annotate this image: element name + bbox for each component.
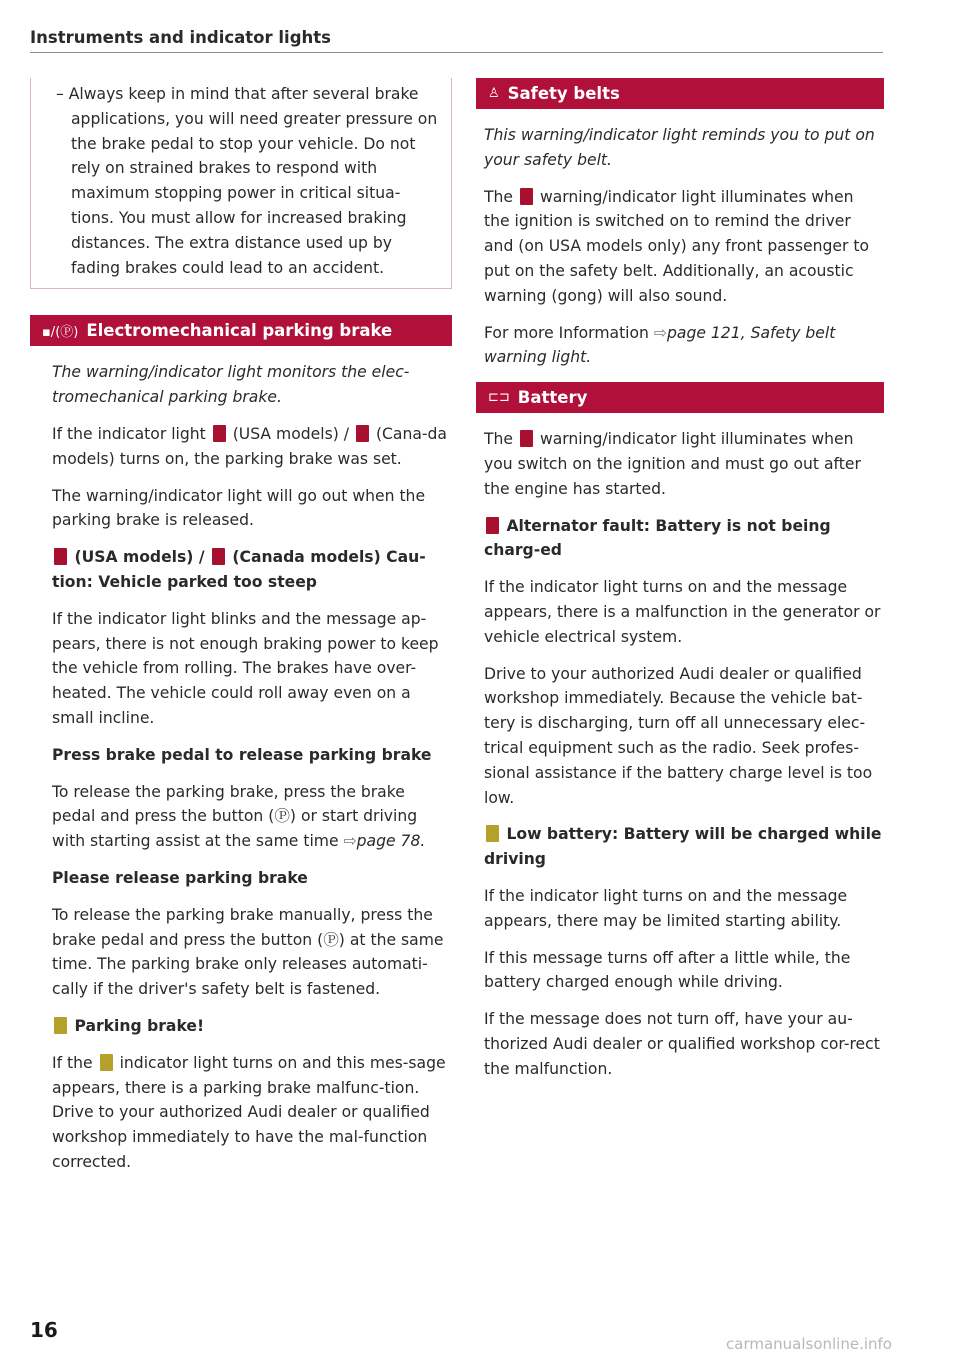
text-run: Low battery: Battery will be charged while driving (484, 825, 882, 869)
section-title-text: Battery (517, 388, 588, 408)
text-run: (USA models) / (232, 424, 349, 443)
paragraph: Drive to your authorized Audi dealer or qualified workshop immediately. Because the vehicle bat-tery is discharging, turn off all unnecessary elec-trical equipment such as the radio. Seek profes-sional assistance if the battery charge level is too low. (484, 664, 873, 807)
section-title-battery (476, 382, 884, 413)
subheading (52, 1014, 452, 1039)
parking-brake-icon: ▪/(Ⓟ) (42, 325, 79, 341)
page-number: 16 (30, 1318, 58, 1342)
text-run: (Cana-da models) turns on, the parking brake was set. (52, 424, 447, 468)
text-run: warning/indicator light illuminates when the ignition is switched on to remind the driver and (on USA models only) any front passenger to put on the safety belt. Additionally, an acoustic warning (gong) will also sound. (484, 187, 870, 305)
subheading: Please release parking brake (52, 868, 308, 887)
paragraph (484, 427, 884, 501)
right-column (484, 78, 884, 1094)
section-intro: This warning/indicator light reminds you to put on your safety belt. (484, 126, 875, 169)
seatbelt-warning-icon (520, 188, 533, 205)
subheading: Press brake pedal to release parking brake (52, 745, 432, 764)
text-run: If the indicator light (52, 424, 206, 443)
text-run: indicator light turns on and this mes-sage appears, there is a parking brake malfunc-tion. Drive to your authorized Audi dealer or qualified workshop immediately to have the mal-function corrected. (52, 1053, 446, 1171)
park-brake-canada-icon (356, 425, 369, 442)
subheading (484, 514, 884, 564)
park-brake-usa-icon (213, 425, 226, 442)
section-title-text: Electromechanical parking brake (86, 321, 393, 341)
text-run: The (484, 430, 514, 449)
page-header: Instruments and indicator lights (30, 28, 331, 47)
xref-text: page 78. (356, 832, 426, 851)
paragraph: If the indicator light blinks and the message ap-pears, there is not enough braking power to keep the vehicle from rolling. The brakes have over-heated. The vehicle could roll away even on a small incline. (52, 609, 439, 727)
park-brake-canada-icon (212, 548, 225, 565)
text-run: warning/indicator light illuminates when you switch on the ignition and must go out after the engine has started. (484, 430, 861, 498)
subheading (484, 822, 884, 872)
xref-text: page 121, Safety belt warning light. (484, 323, 836, 367)
paragraph: If the indicator light turns on and the message appears, there may be limited starting ability. (484, 886, 848, 930)
arrow-icon: ⇨ (653, 323, 667, 342)
warning-box (30, 78, 452, 289)
text-run: The (484, 187, 514, 206)
paragraph (52, 1051, 452, 1175)
paragraph (484, 321, 884, 371)
park-brake-fault-icon (54, 1017, 67, 1034)
paragraph (52, 422, 452, 472)
text-run: Alternator fault: Battery is not being charg-ed (484, 516, 831, 560)
section-title-parking-brake (30, 315, 452, 346)
battery-warning-icon (520, 430, 533, 447)
text-run: (Canada models) Cau-tion: Vehicle parked too steep (52, 548, 426, 591)
paragraph: If the message does not turn off, have your au-thorized Audi dealer or qualified workshop cor-rect the malfunction. (484, 1010, 880, 1078)
battery-icon: ⊏⊐ (488, 390, 510, 406)
paragraph: If the indicator light turns on and the message appears, there is a malfunction in the generator or vehicle electrical system. (484, 578, 881, 646)
park-brake-fault-icon (100, 1054, 113, 1071)
seatbelt-icon: ♙ (488, 86, 500, 101)
section-intro: The warning/indicator light monitors the elec-tromechanical parking brake. (52, 363, 410, 407)
paragraph (484, 185, 884, 309)
paragraph (52, 780, 452, 854)
text-run: Parking brake! (74, 1016, 205, 1035)
watermark: carmanualsonline.info (726, 1335, 892, 1353)
cross-reference[interactable] (344, 832, 426, 850)
warning-text: – Always keep in mind that after several brake applications, you will need greater pressure on the brake pedal to stop your vehicle. Do not rely on strained brakes to respond with maximum stopping power in critical situa-tions. You must allow for increased braking distances. The extra distance used up by fading brakes could lead to an accident. (56, 85, 438, 277)
paragraph: The warning/indicator light will go out when the parking brake is released. (52, 486, 426, 530)
text-run: If the (52, 1053, 93, 1072)
paragraph: To release the parking brake manually, press the brake pedal and press the button (Ⓟ) at the same time. The parking brake only releases automati-cally if the driver's safety belt is fastened. (52, 905, 444, 999)
paragraph: If this message turns off after a little while, the battery charged enough while driving. (484, 948, 851, 992)
arrow-icon: ⇨ (343, 832, 357, 851)
text-run: To release the parking brake, press the brake pedal and press the button (Ⓟ) or start driving with starting assist at the same time (52, 782, 418, 851)
left-column (42, 78, 452, 1187)
battery-warning-icon (486, 517, 499, 534)
park-brake-usa-icon (54, 548, 67, 565)
subheading (52, 545, 452, 595)
section-title-text: Safety belts (507, 84, 620, 103)
section-title-safety-belts (476, 78, 884, 109)
text-run: (USA models) / (74, 548, 205, 567)
text-run: For more Information (484, 323, 649, 342)
header-divider (30, 52, 883, 53)
battery-low-icon (486, 825, 499, 842)
